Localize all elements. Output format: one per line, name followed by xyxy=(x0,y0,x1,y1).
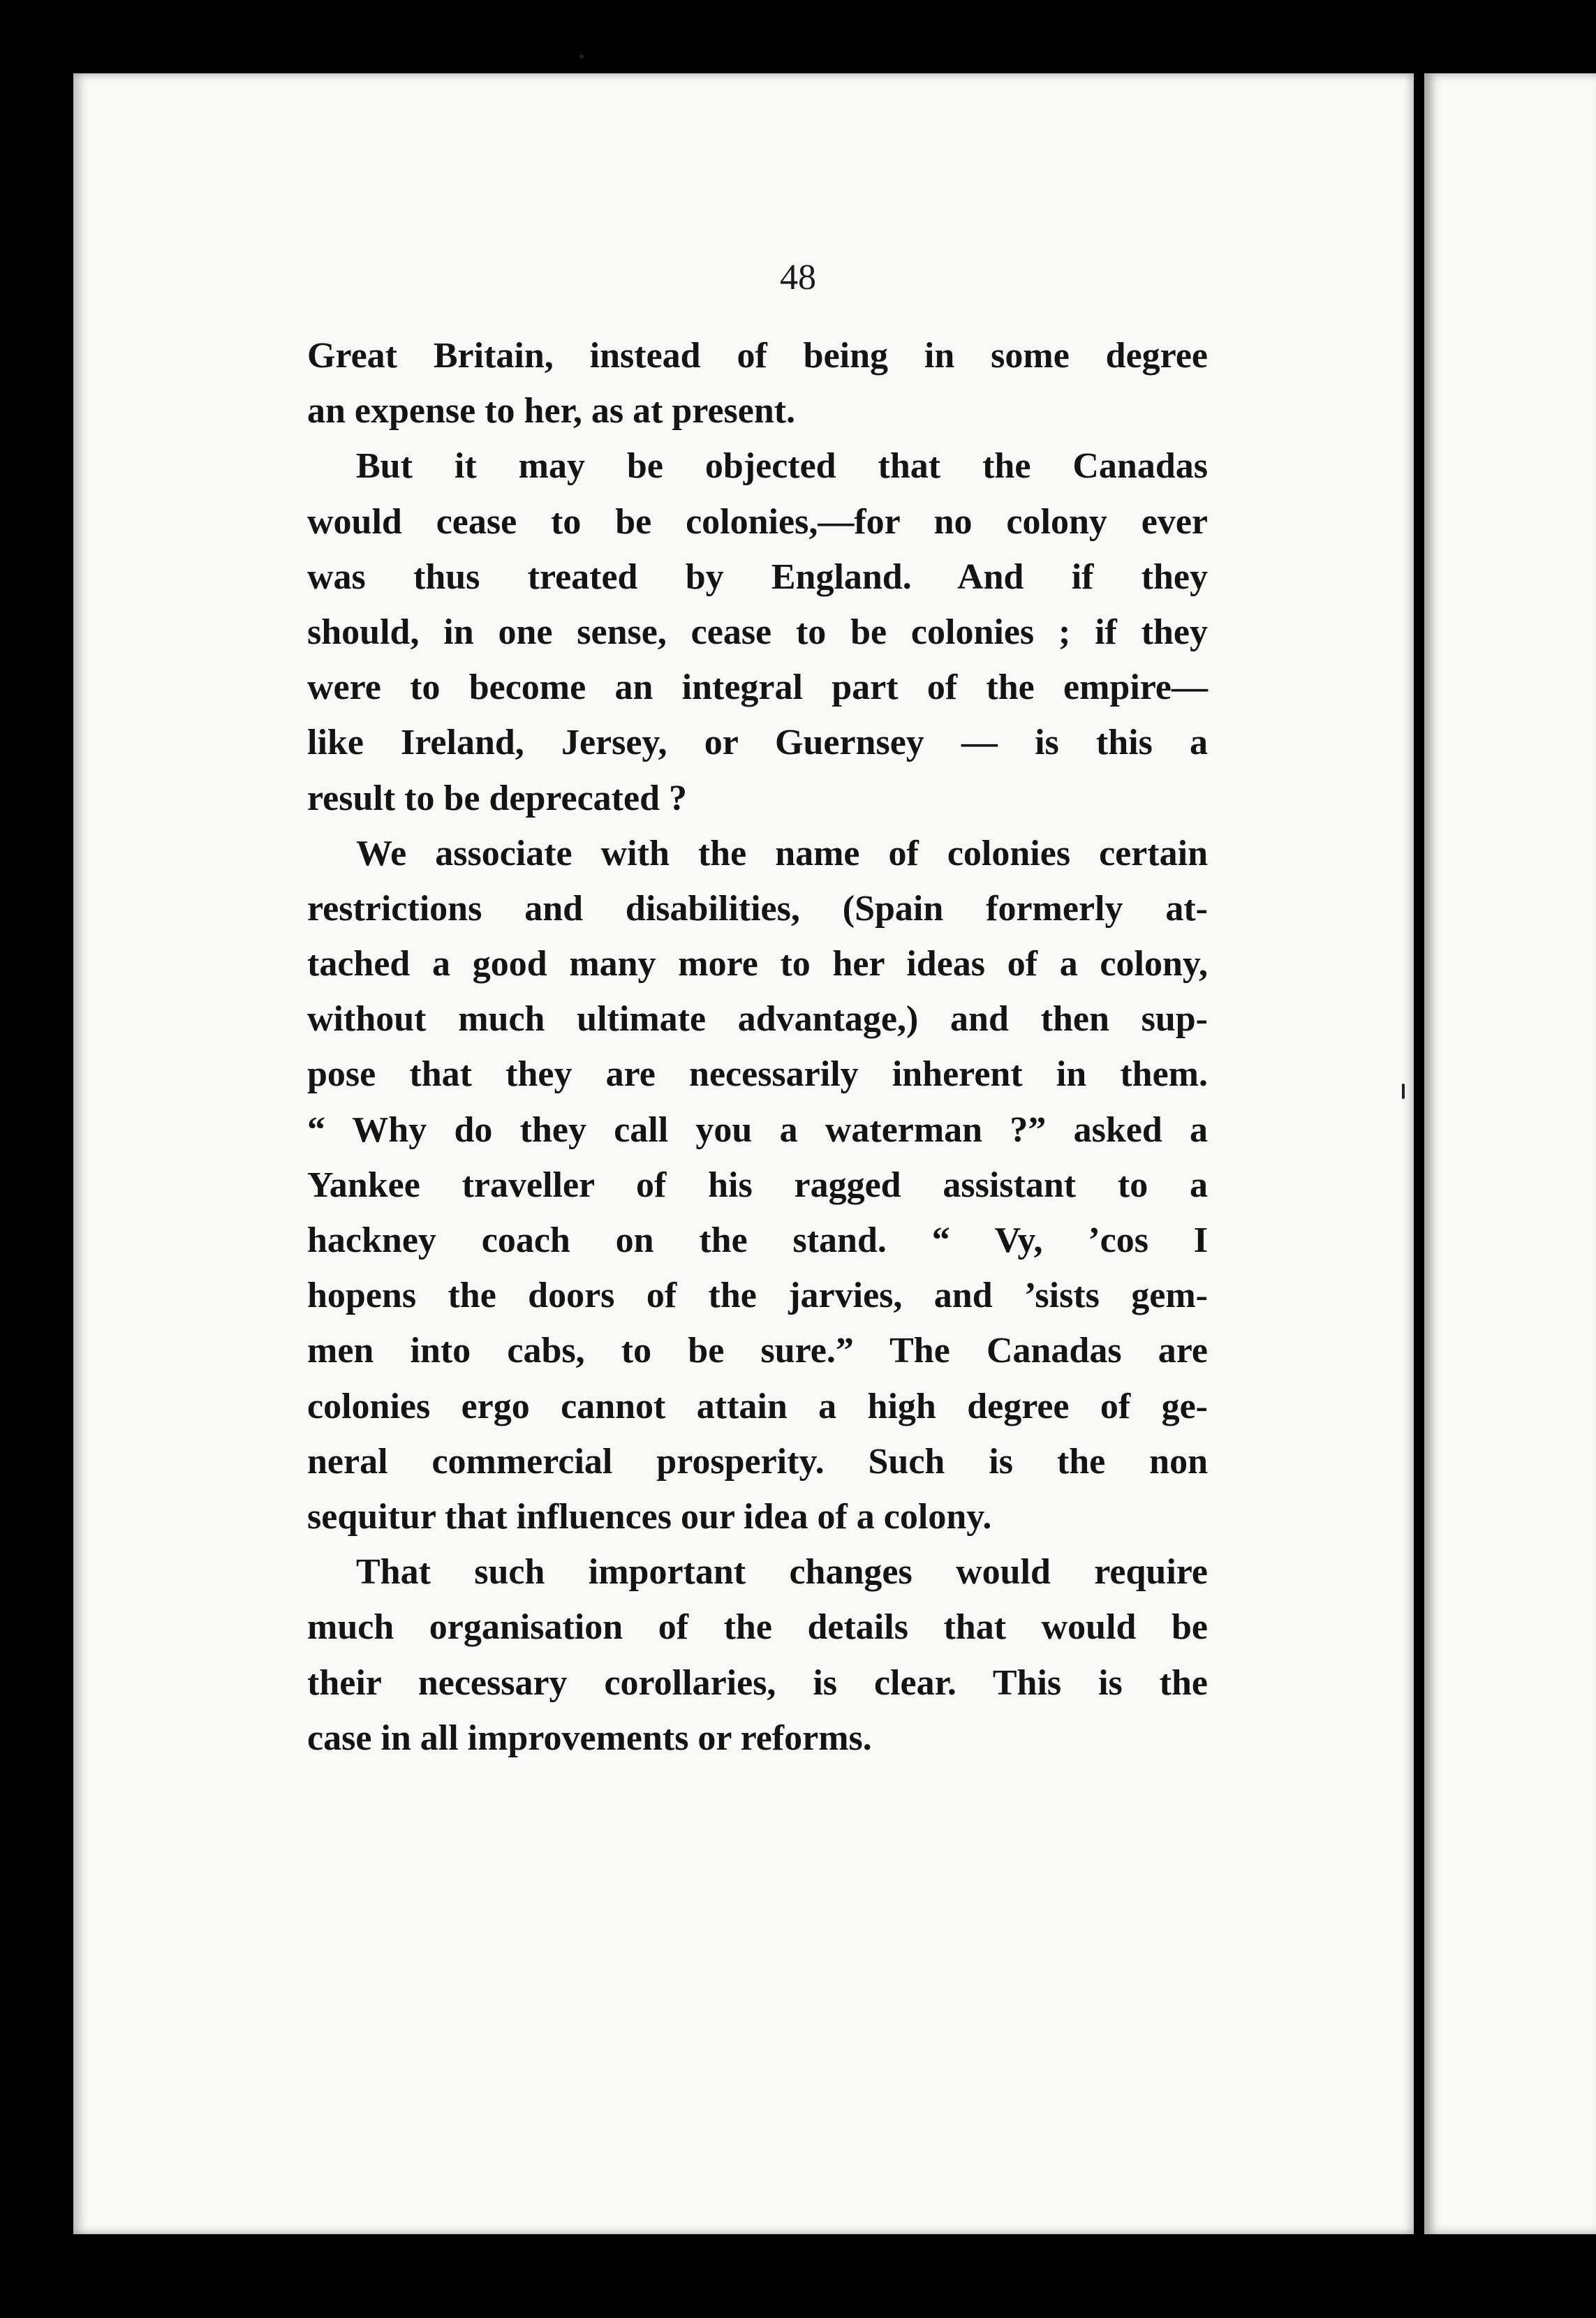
text-line: But it may be objected that the Canadas xyxy=(356,446,1208,487)
text-line: would cease to be colonies,—for no colony ever xyxy=(307,501,1208,542)
text-line: men into cabs, to be sure.” The Canadas are xyxy=(307,1331,1208,1371)
text-line: an expense to her, as at present. xyxy=(307,391,796,431)
text-line: was thus treated by England. And if they xyxy=(307,556,1208,597)
text-line: sequitur that influences our idea of a colony. xyxy=(307,1496,992,1537)
speck xyxy=(579,54,584,59)
text-line: should, in one sense, cease to be colonies ; if they xyxy=(307,612,1208,652)
text-line: like Ireland, Jersey, or Guernsey — is this a xyxy=(307,723,1208,763)
page-number: 48 xyxy=(780,258,816,297)
text-line: colonies ergo cannot attain a high degree of ge- xyxy=(307,1386,1208,1426)
text-line: “ Why do they call you a waterman ?” asked a xyxy=(307,1109,1208,1150)
text-line: result to be deprecated ? xyxy=(307,778,687,818)
facing-page-edge xyxy=(1424,73,1596,2234)
text-line: Great Britain, instead of being in some degree xyxy=(307,336,1208,376)
text-line: pose that they are necessarily inherent in them. xyxy=(307,1054,1208,1095)
text-line: neral commercial prosperity. Such is the non xyxy=(307,1441,1208,1482)
text-line: their necessary corollaries, is clear. This is the xyxy=(307,1662,1208,1703)
text-line: We associate with the name of colonies certain xyxy=(356,833,1208,873)
text-line: much organisation of the details that would be xyxy=(307,1607,1208,1648)
text-line: were to become an integral part of the empire— xyxy=(307,667,1208,708)
text-line: Yankee traveller of his ragged assistant to a xyxy=(307,1165,1208,1205)
speck xyxy=(1402,1084,1405,1099)
text-line: restrictions and disabilities, (Spain formerly at- xyxy=(307,888,1208,929)
text-line: case in all improvements or reforms. xyxy=(307,1718,872,1758)
text-line: That such important changes would require xyxy=(356,1552,1208,1593)
text-line: hopens the doors of the jarvies, and ’sists gem- xyxy=(307,1276,1208,1316)
text-line: tached a good many more to her ideas of a colony, xyxy=(307,944,1208,984)
text-line: hackney coach on the stand. “ Vy, ’cos I xyxy=(307,1220,1208,1260)
text-line: without much ultimate advantage,) and then sup- xyxy=(307,999,1208,1040)
body-text xyxy=(307,328,1208,1766)
